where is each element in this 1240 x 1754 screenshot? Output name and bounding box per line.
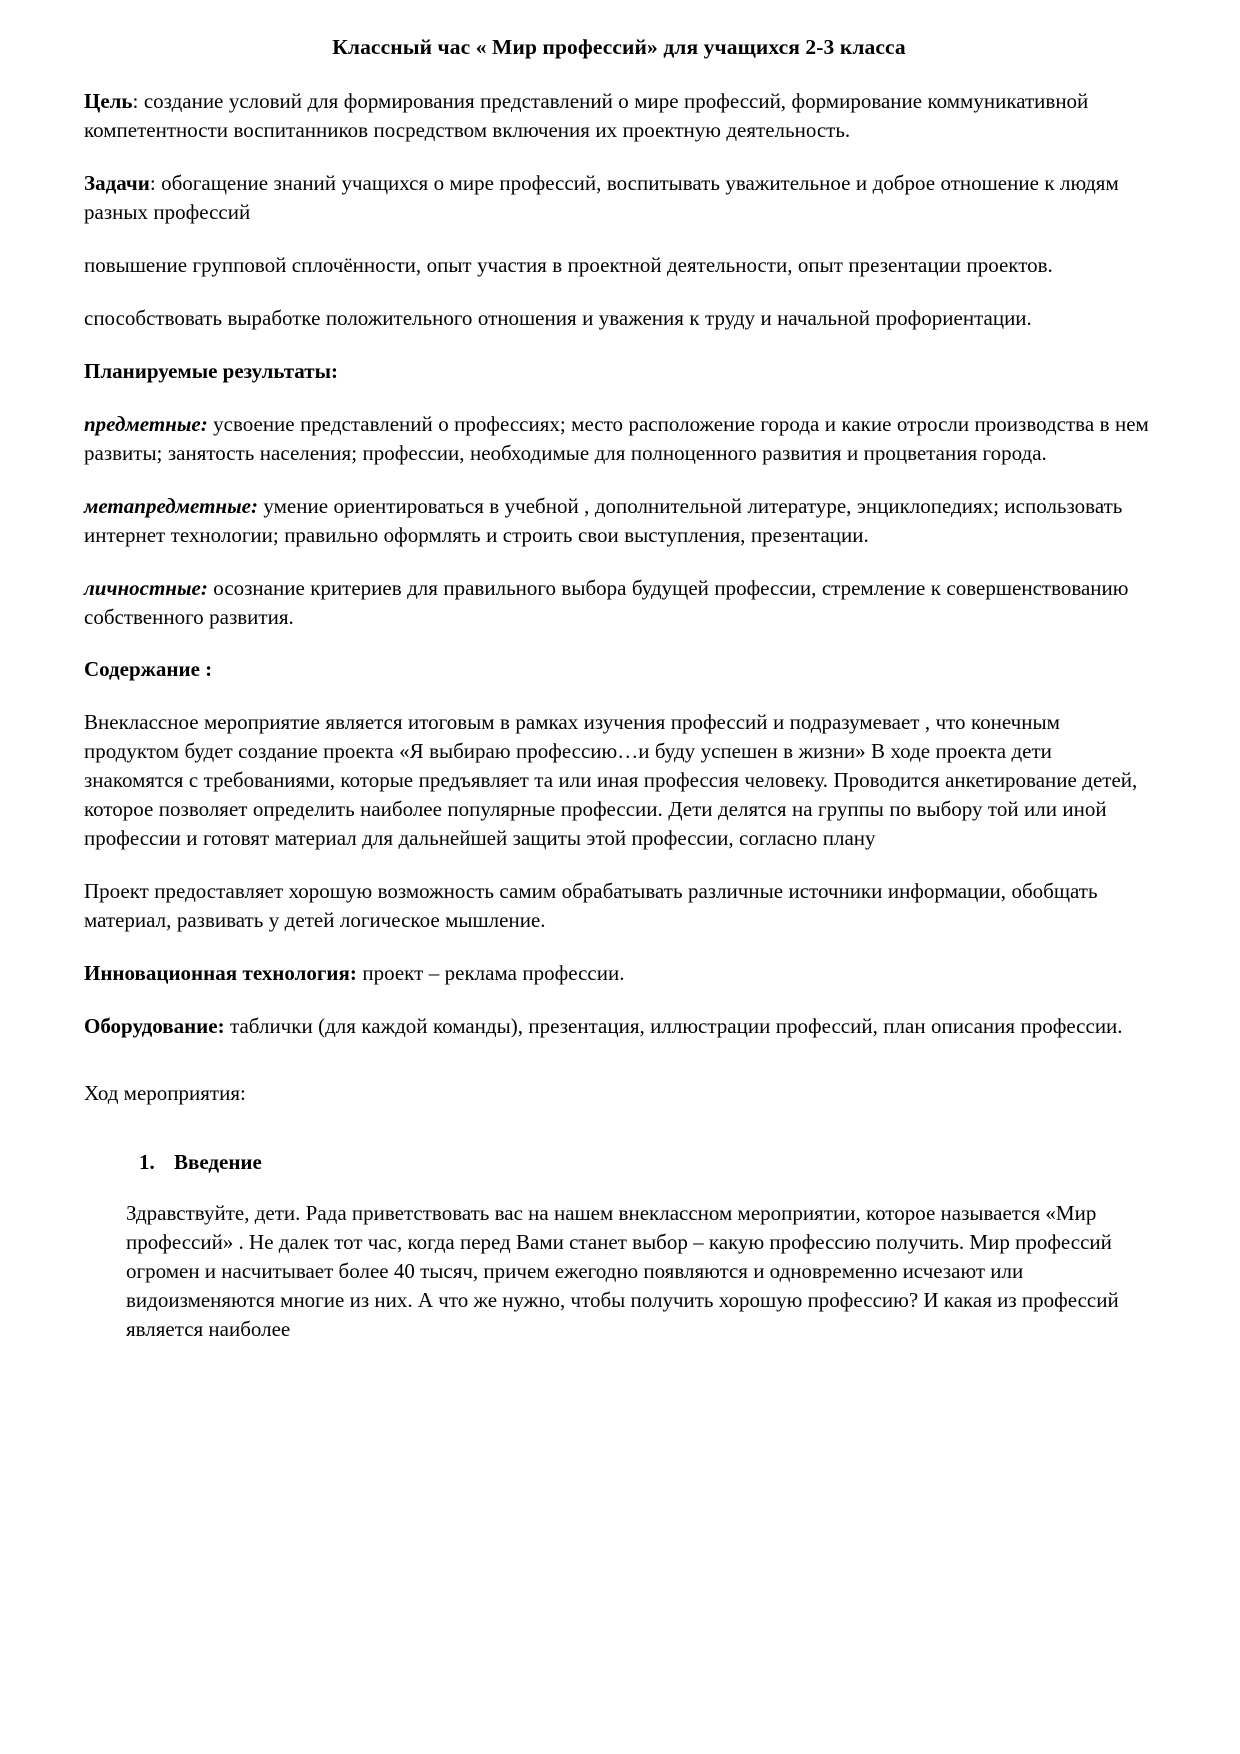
tasks-paragraph xyxy=(84,169,1154,227)
metasubject-label: метапредметные: xyxy=(84,493,258,518)
page-title: Классный час « Мир профессий» для учащихся 2-3 класса xyxy=(332,35,906,59)
innovative-technology-paragraph xyxy=(84,959,1154,988)
spacer-2 xyxy=(84,1134,1154,1148)
spacer xyxy=(84,1065,1154,1079)
content-heading: Содержание : xyxy=(84,657,213,682)
content-paragraph-1: Внеклассное мероприятие является итоговым в рамках изучения профессий и подразумевает , что конечным продуктом будет создание проекта «Я выбираю профессию…и буду успешен в жизни» В ходе проекта дети знакомятся с требованиями, которые предъявляет та или иная профессия человеку. Проводится анкетирование детей, которое позволяет определить наиболее популярные профессии. Дети делятся на группы по выбору той или иной профессии и готовят материал для дальнейшей защиты этой профессии, согласно плану xyxy=(84,710,1138,851)
innovative-technology-text: проект – реклама профессии. xyxy=(356,961,625,986)
goal-paragraph xyxy=(84,87,1154,145)
personal-text: осознание критериев для правильного выбора будущей профессии, стремление к совершенствованию собственного развития. xyxy=(84,575,1129,629)
tasks-label: Задачи xyxy=(84,170,150,195)
goal-label: Цель xyxy=(84,88,133,113)
planned-results-subject xyxy=(84,410,1154,468)
metasubject-text: умение ориентироваться в учебной , дополнительной литературе, энциклопедиях; использовать интернет технологии; правильно оформлять и строить свои выступления, презентации. xyxy=(84,493,1123,547)
tasks-paragraph-3: способствовать выработке положительного отношения и уважения к труду и начальной профориентации. xyxy=(84,305,1032,330)
list-item: 1. Введение xyxy=(160,1148,1154,1177)
personal-label: личностные: xyxy=(84,575,208,600)
planned-results-heading: Планируемые результаты: xyxy=(84,358,338,383)
course-heading: Ход мероприятия: xyxy=(84,1081,246,1106)
planned-results-personal xyxy=(84,574,1154,632)
goal-label-suffix: : xyxy=(132,88,139,113)
tasks-text: обогащение знаний учащихся о мире профессий, воспитывать уважительное и доброе отношение к людям разных профессий xyxy=(84,170,1119,224)
equipment-text: таблички (для каждой команды), презентация, иллюстрации профессий, план описания профессии. xyxy=(224,1014,1123,1039)
equipment-paragraph xyxy=(84,1012,1154,1041)
equipment-label: Оборудование: xyxy=(84,1014,225,1039)
tasks-paragraph-2: повышение групповой сплочённости, опыт участия в проектной деятельности, опыт презентации проектов. xyxy=(84,252,1053,277)
planned-results-metasubject xyxy=(84,492,1154,550)
subject-text: усвоение представлений о профессиях; место расположение города и какие отросли производства в нем развиты; занятость населения; профессии, необходимые для полноценного развития и процветания города. xyxy=(84,411,1149,465)
innovative-technology-label: Инновационная технология: xyxy=(84,961,357,986)
introduction-body: Здравствуйте, дети. Рада приветствовать вас на нашем внеклассном мероприятии, которое называется «Мир профессий» . Не далек тот час, когда перед Вами станет выбор – какую профессию получить. Мир профессий огромен и насчитывает более 40 тысяч, причем ежегодно появляются и одновременно исчезают или видоизменяются многие из них. А что же нужно, чтобы получить хорошую профессию? И какая из профессий является наиболее xyxy=(126,1201,1119,1341)
content-paragraph-2: Проект предоставляет хорошую возможность самим обрабатывать различные источники информации, обобщать материал, развивать у детей логическое мышление. xyxy=(84,879,1098,933)
subject-label: предметные: xyxy=(84,411,208,436)
tasks-label-suffix: : xyxy=(149,170,156,195)
course-list xyxy=(84,1148,1154,1177)
goal-text: создание условий для формирования представлений о мире профессий, формирование коммуникативной компетентности воспитанников посредством включения их проектную деятельность. xyxy=(84,88,1089,142)
